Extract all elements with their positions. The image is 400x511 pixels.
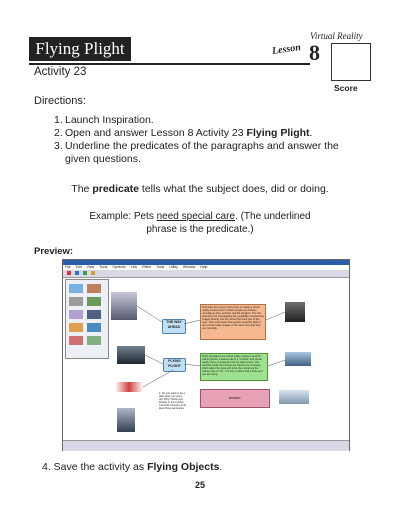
- connector-lines: [63, 260, 349, 450]
- lesson-title: Flying Plight: [29, 37, 131, 61]
- title-rule: [29, 63, 310, 65]
- step-text: Open and answer Lesson 8 Activity 23 Flying Plight.: [65, 127, 313, 139]
- bubble-way-ahead: THE WAY AHEAD: [162, 319, 186, 334]
- list-item: [54, 114, 354, 127]
- activity-label: Activity 23: [34, 66, 87, 78]
- series-label: Virtual Reality: [310, 31, 363, 41]
- step-number: 2.: [54, 127, 63, 139]
- step-text: Underline the predicates of the paragraphs and answer the given questions.: [65, 140, 339, 165]
- preview-label: Preview:: [34, 246, 74, 257]
- bubble-flying-plight: FLYING PLIGHT: [163, 358, 186, 372]
- directions-label: Directions:: [34, 95, 86, 107]
- preview-screenshot: [62, 259, 350, 451]
- list-item: [54, 127, 354, 140]
- step-4: 4. Save the activity as Flying Objects.: [42, 461, 223, 473]
- predicate-note: The predicate tells what the subject does, did or doing.: [71, 183, 329, 195]
- step-number: 3.: [54, 140, 63, 152]
- list-item: [54, 140, 354, 166]
- score-label: Score: [334, 83, 358, 93]
- example-text: Example: Pets need special care. (The underlined phrase is the predicate.): [89, 211, 311, 235]
- text-box-virtual-reality: Scientists are trying to find ways to create a virtual reality environment in which people can behave normally as they would in real life situation. The US scientists are investigating the possibility of accessing images directly into the retina (the back part of the eye). This could mean that people would be able to see virtual reality images in the same way that they see normally.: [200, 304, 266, 340]
- question-box: 1. Do you want to be a pilot when you grow up? Why? Write your answer in the symbol. It should compose of at least three sentences.: [159, 392, 186, 410]
- lesson-word: Lesson: [271, 42, 302, 57]
- step-text: Launch Inspiration.: [65, 114, 154, 126]
- preview-menubar: File Edit View Tools Symbols Link Effect Tools Utility Window Help: [65, 265, 208, 269]
- step-number: 1.: [54, 114, 63, 126]
- directions-list: [54, 114, 354, 166]
- page-number: 25: [194, 480, 205, 490]
- score-box: [331, 43, 371, 81]
- lesson-number: 8: [309, 40, 320, 65]
- text-box-flight-simulator: Flight simulators are virtual reality systems used for training pilots. A trainee sits in a "cockpit" and virtual reality scene is projected into its wide screen. The controls inside the cockpit are linked to a computer, which alters the view and turns the cockpit as the trainee tries to "fly". It is very realistic that it feels as if you are flying.: [200, 353, 268, 381]
- preview-status-bar: [63, 440, 349, 451]
- answer-box: Answer:: [200, 389, 270, 408]
